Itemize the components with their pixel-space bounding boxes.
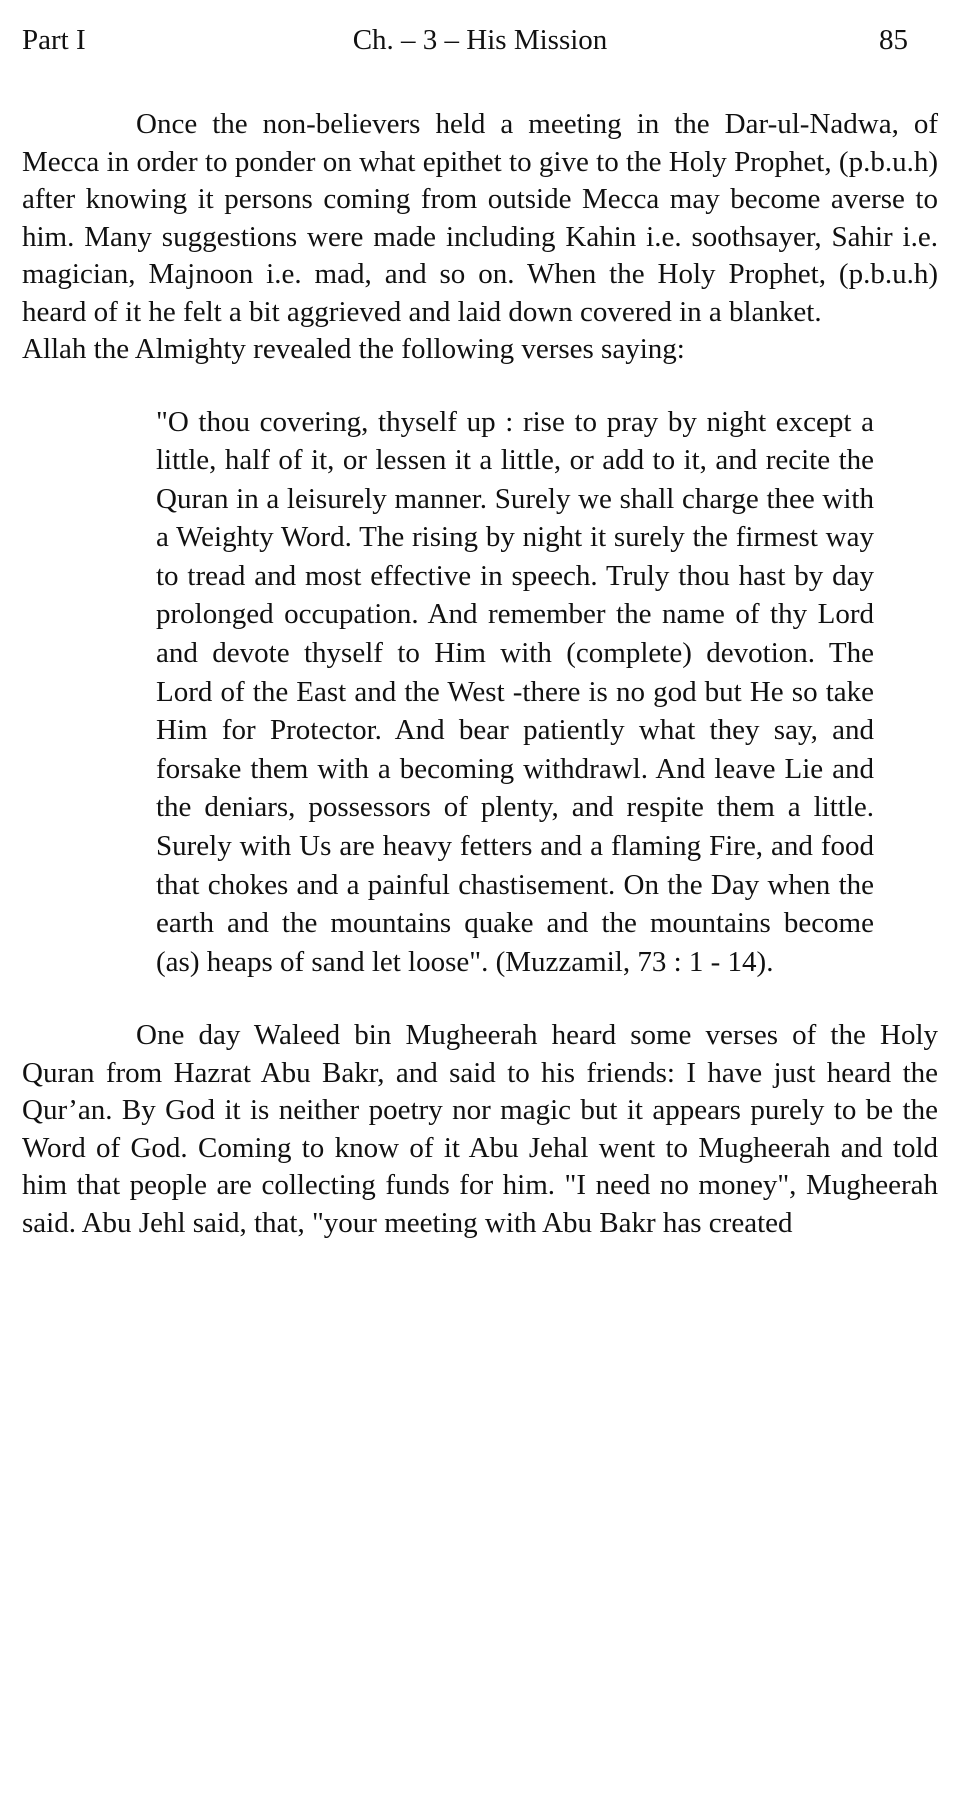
paragraph-revelation-intro: Allah the Almighty revealed the following verses saying: [22, 333, 685, 365]
chapter-title: Ch. – 3 – His Mission [352, 24, 608, 56]
page-number: 85 [879, 24, 908, 56]
book-page [22, 18, 938, 1242]
quran-quotation: "O thou covering, thyself up : rise to pray by night except a little, half of it, or lessen it a little, or add to it, and recite the Quran in a leisurely manner. Surely we shall charge thee with a Weighty Word. The rising by night it surely the firmest way to tread and most effective in speech. Truly thou hast by day prolonged occupation. And remember the name of thy Lord and devote thyself to Him with (complete) devotion. The Lord of the East and the West -there is no god but He so take Him for Protector. And bear patiently what they say, and forsake them with a becoming withdrawl. And leave Lie and the deniars, possessors of plenty, and respite them a little. Surely with Us are heavy fetters and a flaming Fire, and food that chokes and a painful chastisement. On the Day when the earth and the mountains quake and the mountains become (as) heaps of sand let loose". (Muzzamil, 73 : 1 - 14). [156, 405, 874, 978]
part-label: Part I [22, 24, 86, 56]
paragraph-dar-ul-nadwa: Once the non-believers held a meeting in the Dar-ul-Nadwa, of Mecca in order to ponder on what epithet to give to the Holy Prophet, (p.b.u.h) after knowing it persons coming from outside Mecca may become averse to him. Many suggestions were made including Kahin i.e. soothsayer, Sahir i.e. magician, Majnoon i.e. mad, and so on. When the Holy Prophet, (p.b.u.h) heard of it he felt a bit aggrieved and laid down covered in a blanket. [22, 108, 938, 328]
running-header [22, 18, 938, 62]
paragraph-waleed: One day Waleed bin Mugheerah heard some verses of the Holy Quran from Hazrat Abu Bakr, and said to his friends: I have just heard the Qur’an. By God it is neither poetry nor magic but it appears purely to be the Word of God. Coming to know of it Abu Jehal went to Mugheerah and told him that people are collecting funds for him. "I need no money", Mugheerah said. Abu Jehl said, that, "your meeting with Abu Bakr has created [22, 1019, 938, 1239]
page-body [22, 106, 938, 1242]
